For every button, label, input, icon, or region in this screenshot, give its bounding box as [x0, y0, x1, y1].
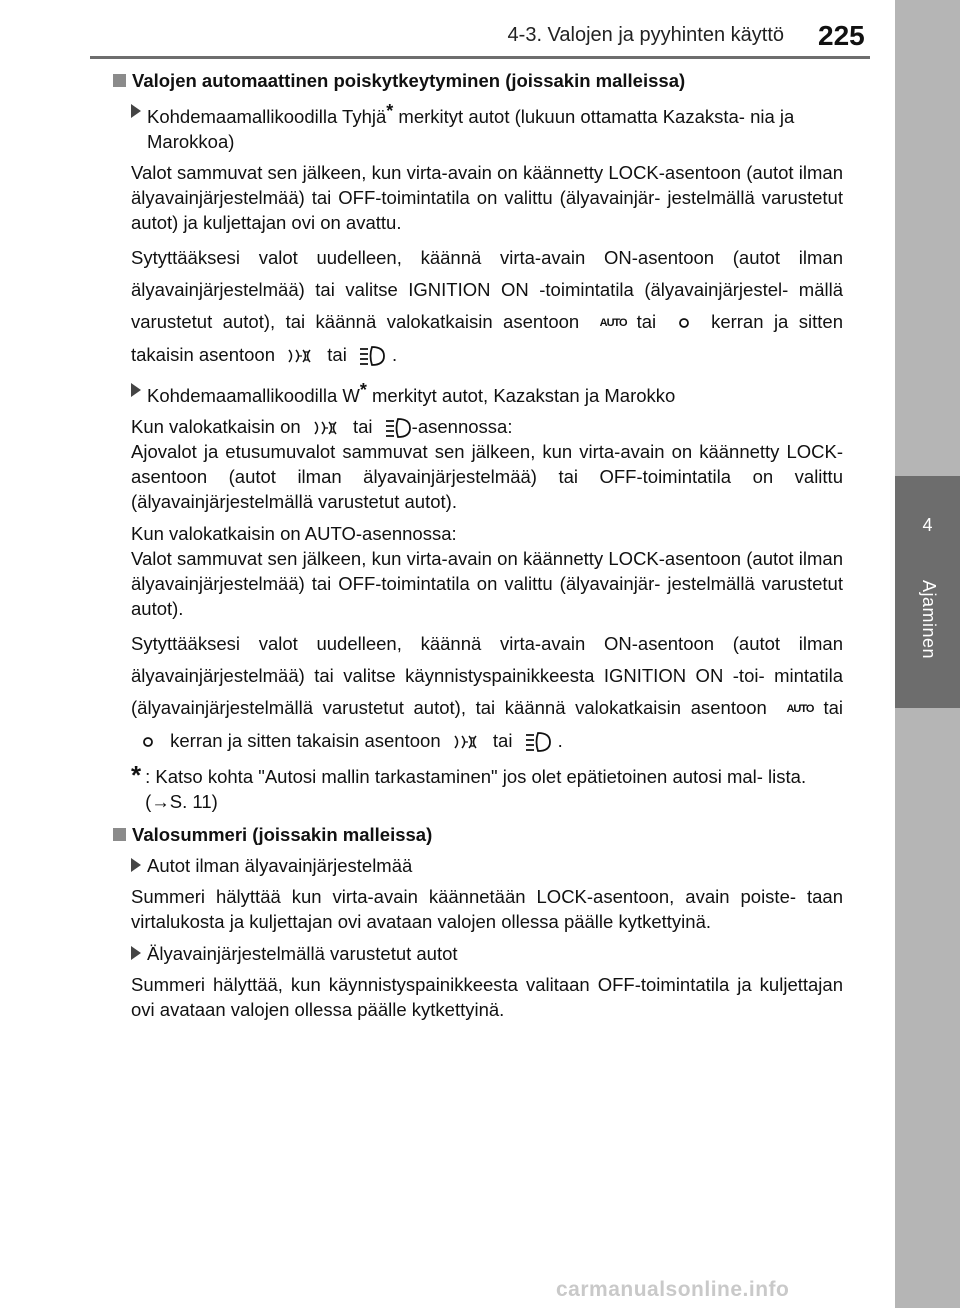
paragraph-switch-position	[131, 414, 843, 514]
page-number: 225	[818, 20, 865, 51]
asterisk-mark: *	[386, 101, 394, 121]
tail-light-icon	[452, 733, 482, 751]
paragraph-text: Ajovalot ja etusumuvalot sammuvat sen jälkeen, kun virta-avain on käännetty LOCK-asentoon (autot ilman älyavainjärjestelmää) tai OFF-toimintatila on valittu (älyavainjärjestelmällä varustetut autot).	[131, 441, 843, 513]
paragraph-text: Sytyttääksesi valot uudelleen, käännä virta-avain ON-asentoon (autot ilman älyavainjärjestelmää) tai valitse käynnistyspainikkeesta IGNITION ON -toi- mintatila (älyavainjärjestelmällä varustetut autot), tai käännä valokatkaisin asentoon	[131, 633, 843, 719]
subheading-text-a: Kohdemaamallikoodilla Tyhjä	[147, 106, 387, 127]
paragraph: Summeri hälyttää, kun käynnistyspainikkeesta valitaan OFF-toimintatila ja kuljettajan ovi avataan valojen ollessa päälle kytkettyinä.	[131, 974, 843, 1021]
paragraph-with-icons	[131, 242, 843, 371]
paragraph: Summeri hälyttää kun virta-avain käännetään LOCK-asentoon, avain poiste- taan virtalukosta ja kuljettajan ovi avataan valojen ollessa päälle kytkettyinä.	[131, 886, 843, 933]
paragraph-with-icons	[131, 628, 843, 757]
footnote-text	[145, 764, 843, 814]
paragraph-text: kerran ja sitten takaisin asentoon	[131, 311, 844, 366]
light-off-icon	[673, 315, 695, 331]
paragraph-text: -asennossa:	[411, 416, 513, 438]
headlight-icon	[384, 417, 412, 439]
text-tai: tai	[327, 344, 347, 366]
watermark: carmanualsonline.info	[556, 1278, 790, 1301]
paragraph-text: kerran ja sitten takaisin asentoon	[170, 730, 441, 752]
header-rule	[90, 56, 870, 59]
text-tai: tai	[636, 311, 657, 332]
paragraph: Valot sammuvat sen jälkeen, kun virta-avain on käännetty LOCK-asentoon (autot ilman älyavainjärjestelmää) tai OFF-toimintatila on valittu (älyavainjär- jestelmällä varustetut autot) ja kuljettajan ovi on avattu.	[131, 162, 843, 233]
subheading-text: Älyavainjärjestelmällä varustetut autot	[147, 943, 458, 965]
subheading-text	[147, 99, 843, 154]
subheading-empty-code	[131, 99, 843, 154]
subheading-no-smart-key	[131, 853, 843, 878]
section-heading-text: Valosummeri (joissakin malleissa)	[132, 824, 433, 846]
paragraph-text: Kun valokatkaisin on AUTO-asennossa:	[131, 523, 457, 545]
subheading-text-b: merkityt autot, Kazakstan ja Marokko	[366, 385, 676, 407]
subheading-smart-key	[131, 941, 843, 966]
triangle-bullet-icon	[131, 104, 141, 118]
subheading-text-b: merkityt autot (lukuun ottamatta Kazaksta- nia ja Marokkoa)	[147, 106, 795, 152]
page-reference-link[interactable]: S. 11)	[169, 791, 218, 813]
asterisk-mark: *	[359, 380, 367, 401]
triangle-bullet-icon	[131, 383, 141, 397]
tail-light-icon	[286, 347, 316, 365]
triangle-bullet-icon	[131, 858, 141, 872]
section-heading-light-buzzer	[113, 822, 843, 847]
section-header-title: 4-3. Valojen ja pyyhinten käyttö	[507, 24, 784, 46]
footnote-text-a: : Katso kohta "Autosi mallin tarkastaminen" jos olet epätietoinen autosi mal- lista. (	[145, 766, 807, 813]
chapter-label: Ajaminen	[919, 580, 939, 660]
paragraph-auto-position	[131, 521, 843, 621]
paragraph-text: Kun valokatkaisin on	[131, 416, 301, 438]
page-content	[113, 68, 843, 1029]
text-tai: tai	[823, 697, 843, 719]
square-bullet-icon	[113, 74, 126, 87]
footnote	[131, 760, 843, 814]
auto-icon: AUTO	[599, 317, 627, 330]
square-bullet-icon	[113, 828, 126, 841]
footnote-asterisk: *	[131, 760, 142, 791]
paragraph-text: Valot sammuvat sen jälkeen, kun virta-avain on käännetty LOCK-asentoon (autot ilman älyavainjärjestelmää) tai OFF-toimintatila on valittu (älyavainjär- jestelmällä varustetut autot).	[131, 548, 843, 620]
headlight-icon	[358, 345, 386, 367]
period: .	[557, 730, 563, 752]
light-off-icon	[137, 734, 159, 750]
period: .	[391, 344, 398, 366]
chapter-number: 4	[922, 515, 933, 535]
section-heading-auto-off	[113, 68, 843, 93]
triangle-bullet-icon	[131, 946, 141, 960]
text-tai: tai	[352, 416, 373, 438]
tail-light-icon	[312, 419, 342, 437]
text-tai: tai	[492, 730, 513, 752]
section-heading-text: Valojen automaattinen poiskytkeytyminen (joissakin malleissa)	[132, 70, 686, 91]
paragraph-text: Sytyttääksesi valot uudelleen, käännä virta-avain ON-asentoon (autot ilman älyavainjärjestelmää) tai valitse IGNITION ON -toimintatila (älyavainjärjestel- mällä varustetut autot), tai käännä valokatkaisin asentoon	[131, 247, 843, 332]
auto-icon: AUTO	[786, 703, 814, 716]
subheading-text: Autot ilman älyavainjärjestelmää	[147, 855, 413, 877]
subheading-text-a: Kohdemaamallikoodilla W	[147, 385, 360, 407]
subheading-w-code	[131, 378, 843, 408]
headlight-icon	[524, 731, 552, 753]
subheading-text	[147, 378, 675, 408]
page-reference-arrow-icon: →	[151, 791, 170, 813]
